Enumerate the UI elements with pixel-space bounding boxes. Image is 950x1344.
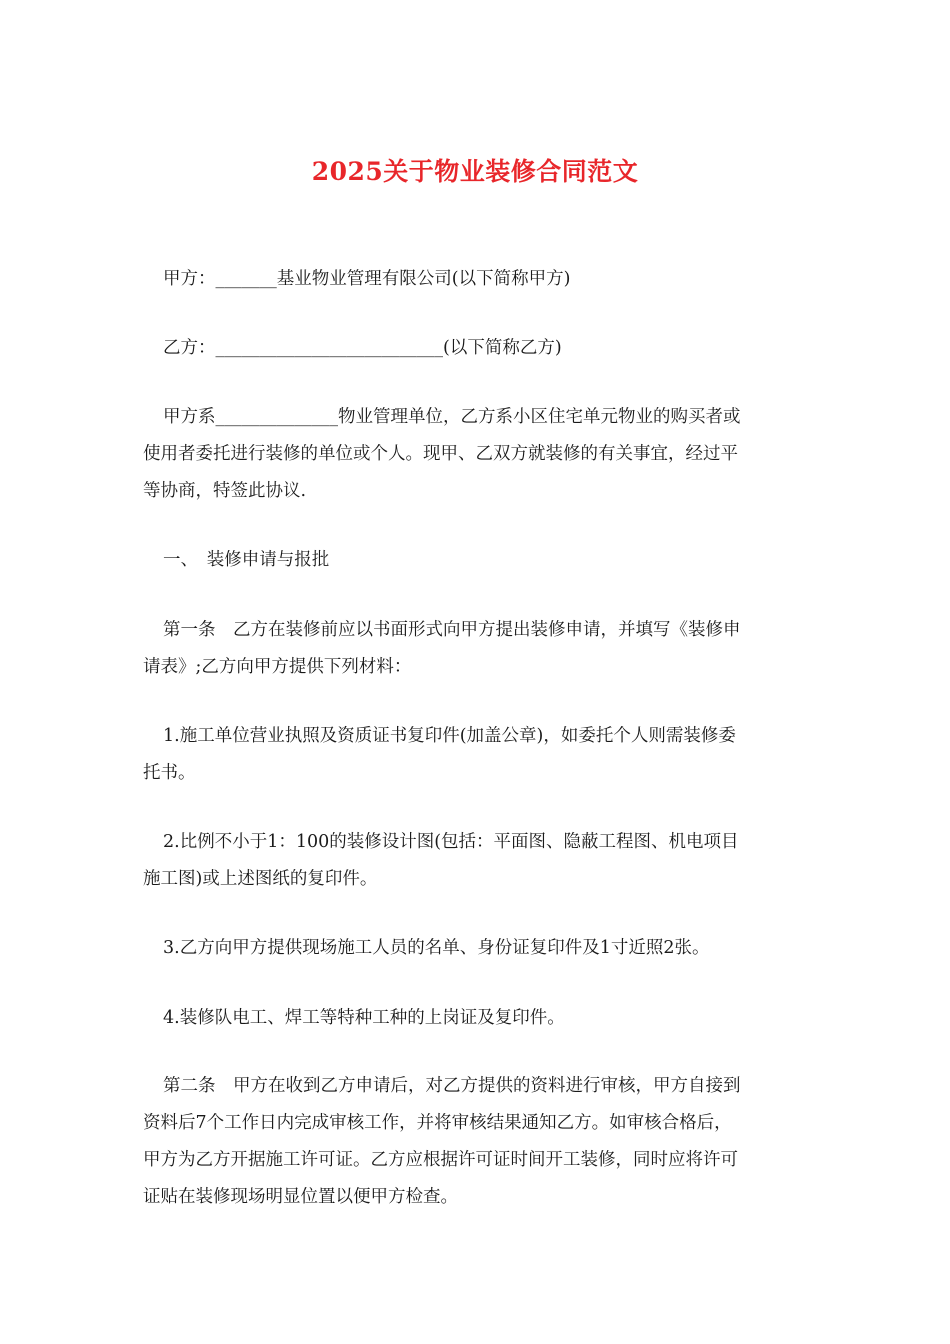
intro-paragraph — [143, 399, 808, 510]
item-2-line-1: 2.比例不小于1：100的装修设计图(包括：平面图、隐蔽工程图、机电项目 — [163, 832, 739, 852]
party-b-note: (以下简称乙方) — [443, 338, 562, 358]
party-b-blank: __________________________ — [215, 338, 443, 358]
item-3-line-1: 3.乙方向甲方提供现场施工人员的名单、身份证复印件及1寸近照2张。 — [163, 938, 710, 958]
party-a-name: 基业物业管理有限公司(以下简称甲方) — [276, 269, 571, 289]
party-a-line — [143, 261, 808, 298]
intro-line-3: 等协商，特签此协议. — [143, 481, 307, 501]
section-heading — [143, 542, 808, 579]
intro-text-b: 物业管理单位，乙方系小区住宅单元物业的购买者或 — [338, 407, 741, 427]
item-2-line-2: 施工图)或上述图纸的复印件。 — [143, 869, 378, 889]
list-item — [143, 930, 808, 967]
item-1-line-1: 1.施工单位营业执照及资质证书复印件(加盖公章)，如委托个人则需装修委 — [163, 726, 736, 746]
article-2-line-3: 甲方为乙方开据施工许可证。乙方应根据许可证时间开工装修，同时应将许可 — [143, 1150, 738, 1170]
article-2-line-2: 资料后7个工作日内完成审核工作，并将审核结果通知乙方。如审核合格后， — [143, 1113, 732, 1133]
article-2-line-1: 第二条 甲方在收到乙方申请后，对乙方提供的资料进行审核，甲方自接到 — [163, 1076, 741, 1096]
list-item — [143, 1000, 808, 1037]
intro-line-2: 使用者委托进行装修的单位或个人。现甲、乙双方就装修的有关事宜，经过平 — [143, 444, 738, 464]
section-1-title: 一、 装修申请与报批 — [163, 550, 330, 570]
party-a-blank: _______ — [215, 269, 277, 289]
item-1-line-2: 托书。 — [143, 763, 196, 783]
article-2-line-4: 证贴在装修现场明显位置以便甲方检查。 — [143, 1187, 458, 1207]
list-item — [143, 824, 808, 898]
article-1-line-1: 第一条 乙方在装修前应以书面形式向甲方提出装修申请，并填写《装修申 — [163, 620, 741, 640]
list-item — [143, 718, 808, 792]
intro-blank: ______________ — [215, 407, 338, 427]
document-title: 2025关于物业装修合同范文 — [311, 157, 639, 186]
article-2 — [143, 1068, 808, 1216]
party-b-label: 乙方： — [163, 338, 216, 358]
article-1-line-2: 请表》;乙方向甲方提供下列材料： — [143, 657, 412, 677]
item-4-line-1: 4.装修队电工、焊工等特种工种的上岗证及复印件。 — [163, 1008, 565, 1028]
article-1 — [143, 612, 808, 686]
intro-text-a: 甲方系 — [163, 407, 216, 427]
party-a-label: 甲方： — [163, 269, 216, 289]
party-b-line — [143, 330, 808, 367]
